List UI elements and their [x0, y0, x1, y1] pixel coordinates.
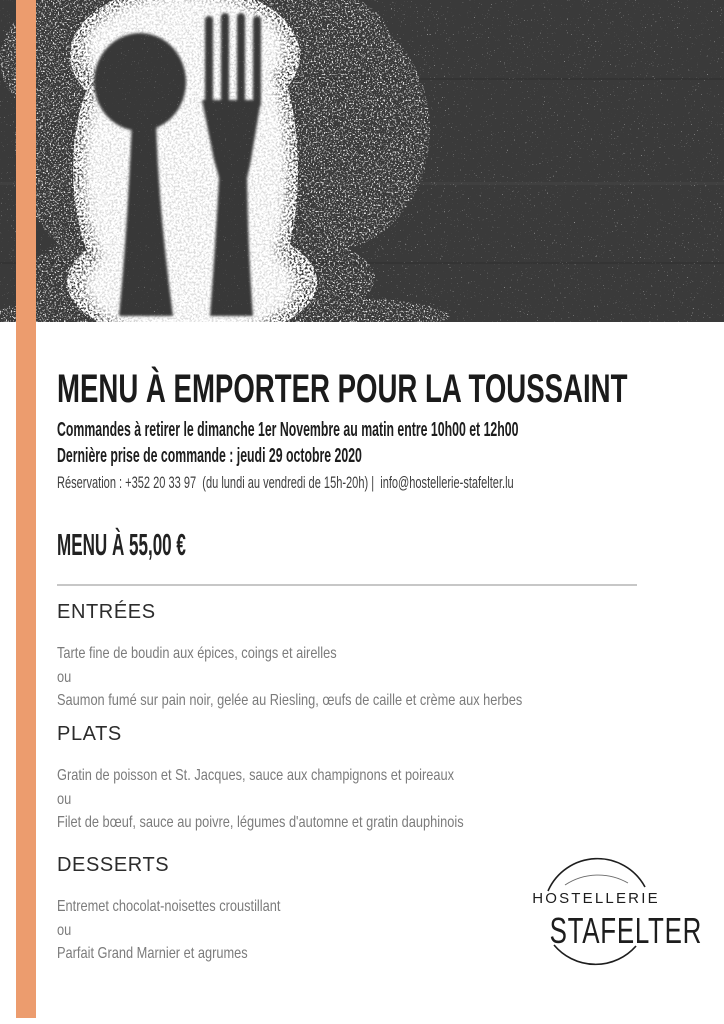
pickup-info-line: Commandes à retirer le dimanche 1er Novembre au matin entre 10h00 et 12h00 [57, 418, 519, 441]
choice-separator: ou [57, 921, 72, 939]
section-items [57, 764, 565, 835]
dish-item: Saumon fumé sur pain noir, gelée au Riesling, œufs de caille et crème aux herbes [57, 692, 523, 709]
page-title-text: MENU À EMPORTER POUR LA TOUSSAINT [57, 367, 628, 411]
section-items [57, 895, 336, 966]
logo-hostellerie-text: HOSTELLERIE [532, 890, 660, 907]
choice-separator: ou [57, 790, 72, 808]
dish-item: Parfait Grand Marnier et agrumes [57, 945, 248, 962]
dish-item: Filet de bœuf, sauce au poivre, légumes d'automne et gratin dauphinois [57, 814, 464, 831]
accent-stripe [16, 0, 36, 1018]
section-heading: ENTRÉES [57, 601, 156, 623]
section-desserts [57, 853, 336, 966]
dish-item: Tarte fine de boudin aux épices, coings et airelles [57, 645, 337, 662]
deadline-info-line: Dernière prise de commande : jeudi 29 octobre 2020 [57, 444, 362, 467]
logo-stafelter-text: STAFELTER [549, 910, 703, 951]
section-heading: DESSERTS [57, 854, 170, 876]
menu-price-heading: MENU À 55,00 € [57, 527, 186, 562]
hostellerie-stafelter-logo [520, 852, 703, 982]
powdered-sugar-cutlery-photo [0, 0, 724, 322]
page-title [57, 366, 724, 412]
section-heading: PLATS [57, 723, 122, 745]
dish-item: Gratin de poisson et St. Jacques, sauce aux champignons et poireaux [57, 767, 455, 784]
section-items [57, 642, 639, 713]
horizontal-divider [57, 584, 637, 586]
dish-item: Entremet chocolat-noisettes croustillant [57, 898, 281, 915]
reservation-contact-line: Réservation : +352 20 33 97 (du lundi au vendredi de 15h-20h) | info@hostellerie-stafelter.lu [57, 473, 514, 492]
section-plats [57, 722, 565, 835]
section-entrees [57, 600, 639, 713]
choice-separator: ou [57, 668, 72, 686]
